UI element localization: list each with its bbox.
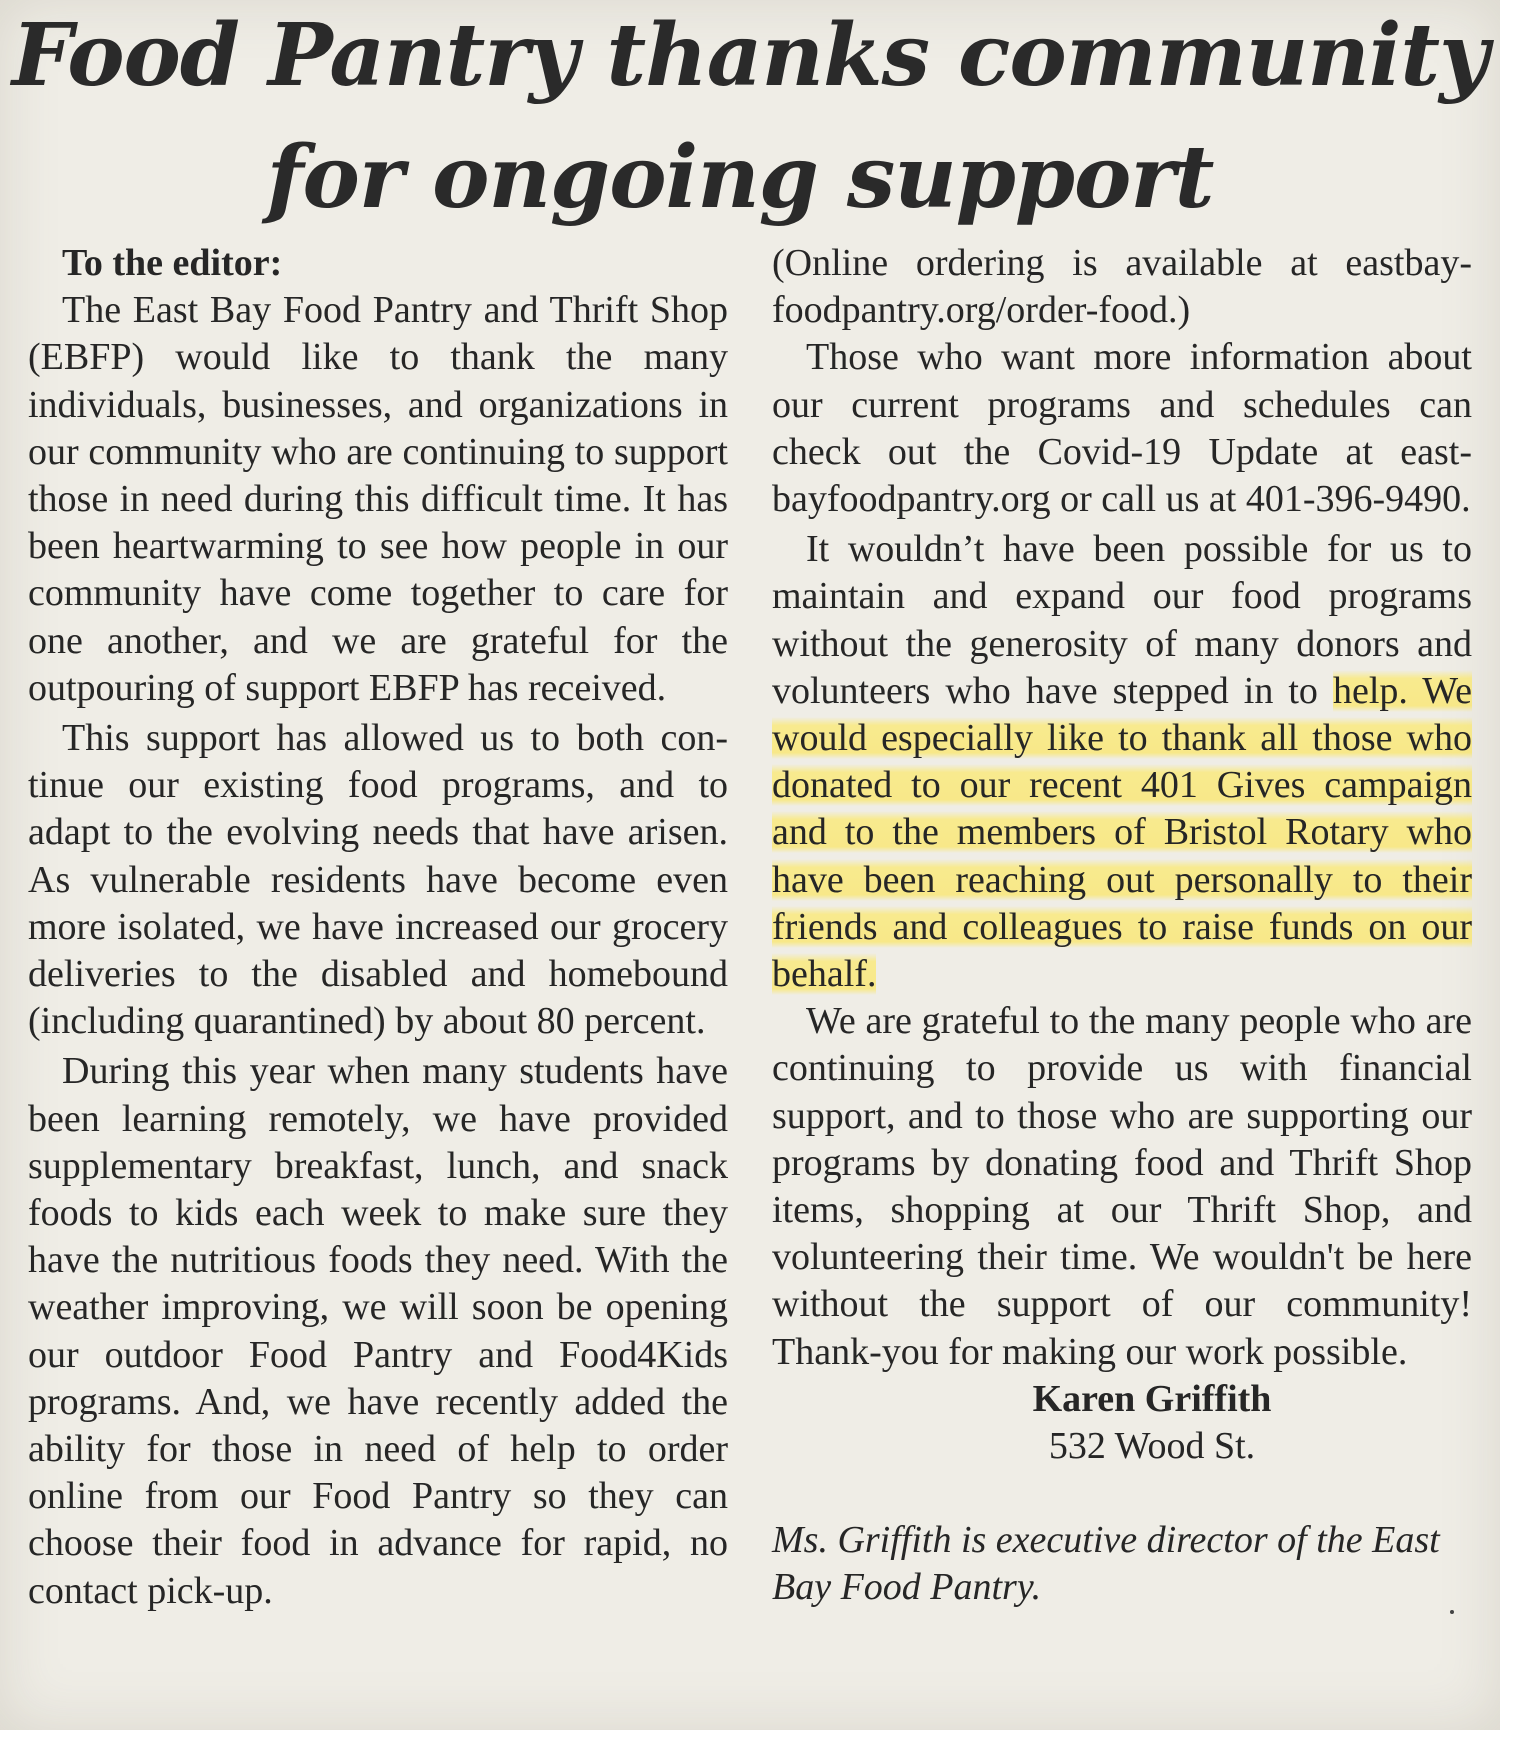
right-column <box>772 240 1472 1612</box>
highlighted-text: help. We would especially like to thank all those who donated to our recent 401 Gives campaign and to the members of Bristol Rotary who have been reaching out personally to their friends and colleagues to raise funds on our behalf. <box>772 669 1472 996</box>
paragraph-text: It wouldn’t have been possible for us to maintain and expand our food programs without the generosity of many donors and volunteers who have stepped in to <box>772 528 1472 712</box>
headline-line-2: for ongoing support <box>266 127 1214 228</box>
body-paragraph: This support has allowed us to both continue our existing food programs, and to adapt to the evolving needs that have arisen. As vulnerable residents have become even more isolated, we have increased our grocery deliveries to the disabled and homebound (including quarantined) by about 80 percent. <box>28 717 728 1043</box>
body-paragraph: During this year when many students have been learning remotely, we have provided supplementary breakfast, lunch, and snack foods to kids each week to make sure they have the nutritious foods they need. With the weather improving, we will soon be opening our outdoor Food Pantry and Food4Kids programs. And, we have recently added the ability for those in need of help to order online from our Food Pantry so they can choose their food in advance for rapid, no contact pick-up. <box>28 1050 728 1612</box>
left-column <box>28 240 728 1615</box>
body-paragraph: The East Bay Food Pantry and Thrift Shop (EBFP) would like to thank the many individuals, businesses, and organizations in our community who are continuing to support those in need during this difficult time. It has been heartwarming to see how people in our community have come together to care for one another, and we are grateful for the outpouring of support EBFP has received. <box>28 289 728 709</box>
page-margin <box>1500 0 1532 1739</box>
body-paragraph <box>772 526 1472 998</box>
headline-line-1: Food Pantry thanks community <box>11 5 1489 106</box>
ink-speck <box>1450 1610 1454 1614</box>
signature-name: Karen Griffith <box>1032 1377 1272 1420</box>
body-paragraph: We are grateful to the many people who are continuing to provide us with financial support, and to those who are supporting our programs by donating food and Thrift Shop items, shopping at our Thrift Shop, and volunteering their time. We wouldn't be here without the support of our community! Thank-you for making our work possible. <box>772 1000 1472 1373</box>
salutation: To the editor: <box>62 242 283 284</box>
body-paragraph: (Online ordering is available at eastbayfoodpantry.org/order-food.) <box>772 242 1472 332</box>
body-paragraph: Those who want more information about our current programs and schedules can check out the Covid-19 Update at eastbayfoodpantry.org or call us at 401-396-9490. <box>772 336 1472 521</box>
signature-address: 532 Wood St. <box>1048 1425 1256 1468</box>
author-note: Ms. Griffith is executive director of the East Bay Food Pantry. <box>772 1519 1440 1609</box>
